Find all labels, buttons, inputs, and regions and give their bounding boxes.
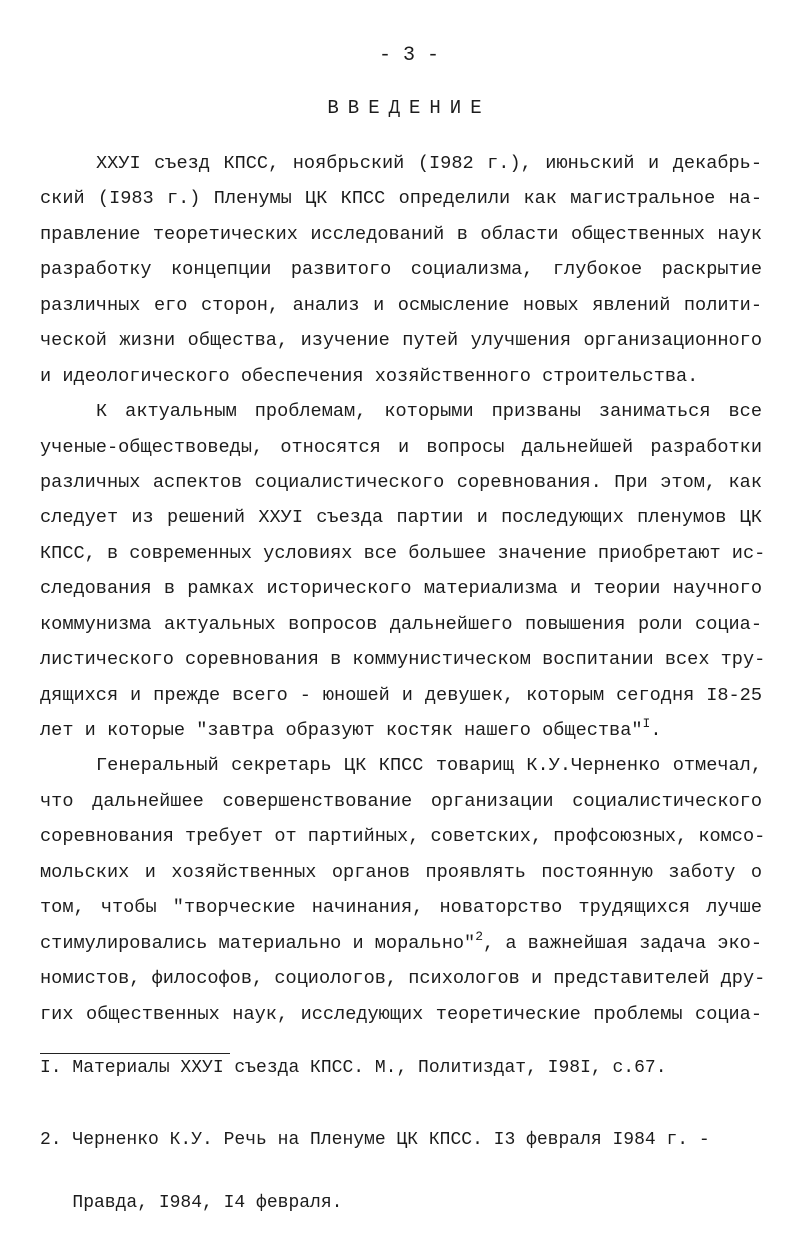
paragraph-1-line-7: и идеологического обеспечения хозяйственного строительства. [40, 365, 699, 387]
paragraph-1-line-2: ский (I983 г.) Пленумы ЦК КПСС определили как магистральное на- [40, 188, 762, 210]
paragraph-2-line-5: КПСС, в современных условиях все большее значение приобретают ис- [40, 542, 766, 564]
footnote-2 [40, 1088, 770, 1256]
paragraph-1-line-5: различных его сторон, анализ и осмысление новых явлений полити- [40, 294, 762, 316]
paragraph-3-line-1: Генеральный секретарь ЦК КПСС товарищ К.У.Черненко отмечал, [96, 755, 762, 777]
paragraph-2-line-10-tail: . [650, 720, 662, 741]
paragraph-1-line-1: XXУI съезд КПСС, ноябрьский (I982 г.), июньский и декабрь- [96, 153, 762, 174]
body-text [40, 146, 766, 1032]
paragraph-2-line-1: К актуальным проблемам, которыми призваны заниматься все [96, 401, 762, 423]
paragraph-3-line-8: гих общественных наук, исследующих теоретические проблемы социа- [40, 1003, 762, 1025]
paragraph-2-line-7: коммунизма актуальных вопросов дальнейшего повышения роли социа- [40, 613, 762, 635]
paragraph-2-line-10-text: лет и которые "завтра образуют костяк нашего общества" [40, 720, 643, 741]
paragraph-3-line-3: соревнования требует от партийных, советских, профсоюзных, комсо- [40, 826, 766, 848]
paragraph-3-line-5: том, чтобы "творческие начинания, новаторство трудящихся лучше [40, 897, 762, 919]
paragraph-2-line-10 [40, 713, 762, 748]
paragraph-2-line-2: ученые-обществоведы, относятся и вопросы дальнейшей разработки [40, 436, 762, 458]
paragraph-1-line-3: правление теоретических исследований в области общественных наук [40, 223, 762, 245]
paragraph-1-line-4: разработку концепции развитого социализма, глубокое раскрытие [40, 259, 762, 281]
paragraph-2-line-3: различных аспектов социалистического соревнования. При этом, как [40, 471, 762, 493]
paragraph-2-line-4: следует из решений XXУI съезда партии и последующих пленумов ЦК [40, 507, 762, 529]
footnote-2-line-1: 2. Черненко К.У. Речь на Пленуме ЦК КПСС. I3 февраля I984 г. - [40, 1130, 710, 1150]
footnote-ref-1: I [642, 716, 651, 731]
paragraph-3-line-4: мольских и хозяйственных органов проявлять постоянную заботу о [40, 861, 762, 883]
footnote-1: I. Материалы XXУI съезда КПСС. М., Политиздат, I98I, с.67. [40, 1058, 667, 1078]
footnote-2-line-2: Правда, I984, I4 февраля. [40, 1193, 343, 1213]
paragraph-3-line-6 [40, 926, 762, 961]
footnote-divider [40, 1053, 230, 1054]
paragraph-3-line-6-text: стимулировались материально и морально" [40, 932, 476, 954]
paragraph-3-line-2: что дальнейшее совершенствование организации социалистического [40, 790, 762, 812]
page-title: ВВЕДЕНИЕ [327, 97, 491, 119]
footnote-ref-2: 2 [475, 928, 484, 944]
paragraph-2-line-6: следования в рамках исторического материализма и теории научного [40, 578, 762, 600]
paragraph-2-line-8: листического соревнования в коммунистическом воспитании всех тру- [40, 649, 766, 671]
paragraph-2-line-9: дящихся и прежде всего - юношей и девушек, которым сегодня I8-25 [40, 684, 762, 706]
paragraph-3-line-6-tail: , а важнейшая задача эко- [483, 932, 763, 954]
footnotes [40, 1058, 770, 1256]
paragraph-3-line-7: номистов, философов, социологов, психологов и представителей дру- [40, 968, 766, 990]
paragraph-1-line-6: ческой жизни общества, изучение путей улучшения организационного [40, 330, 762, 352]
page-number: - 3 - [378, 44, 439, 67]
